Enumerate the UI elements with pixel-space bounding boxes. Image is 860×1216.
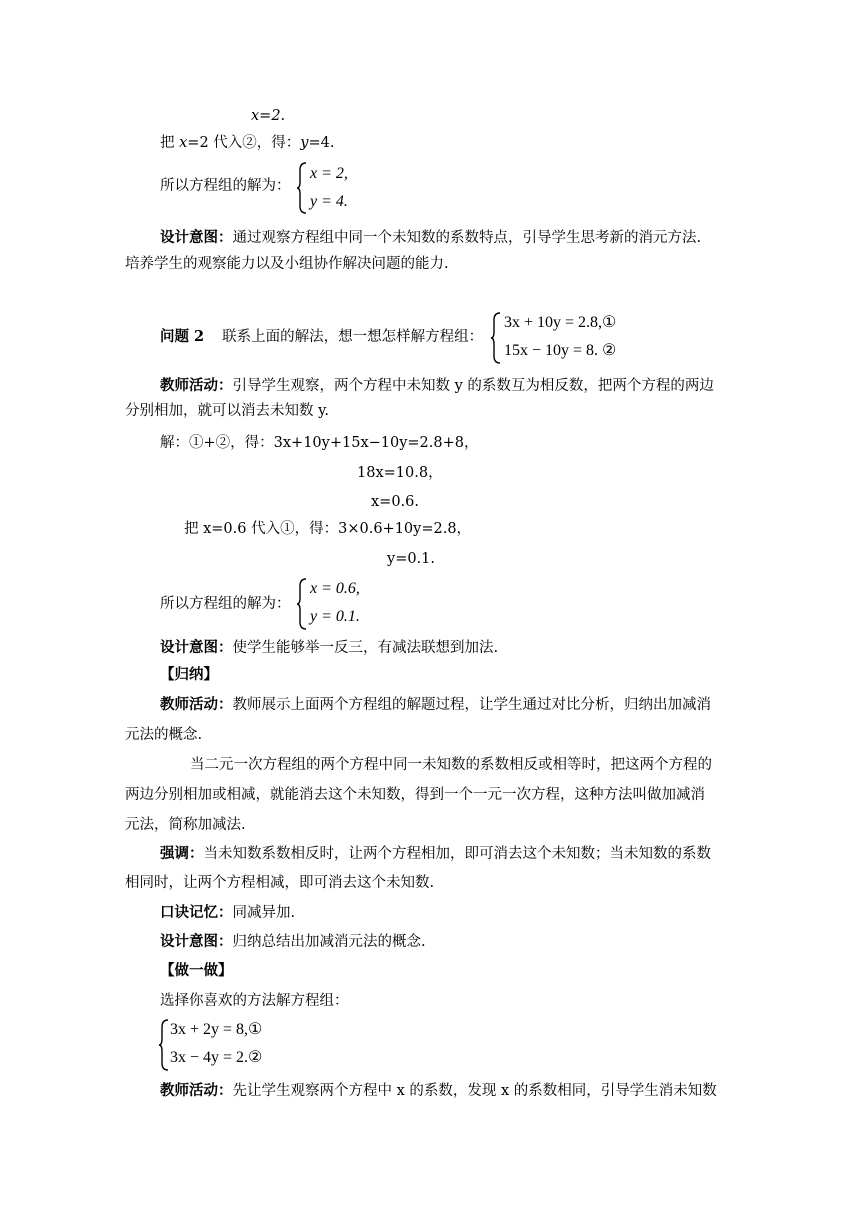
left-brace-icon (296, 160, 308, 216)
intent-1 (160, 228, 701, 248)
summary-heading: 【归纳】 (160, 666, 218, 683)
sub1-mid: =2 代入②，得： (187, 135, 301, 151)
solution-2-eq1: x = 0.6, (310, 580, 360, 597)
teacher-activity-1 (160, 376, 714, 396)
solution-2-system (296, 576, 386, 632)
solution-2-line-2: 18x=10.8， (357, 465, 443, 481)
solution-2-line-4: 把 x=0.6 代入①，得：3×0.6+10y=2.8， (184, 521, 472, 537)
emphasis-line-2: 相同时，让两个方程相减，即可消去这个未知数. (125, 875, 435, 891)
solution-1-eq2: y = 4. (310, 193, 348, 210)
question-2-text: 联系上面的解法，想一想怎样解方程组： (222, 329, 484, 345)
teacher-1-text: 引导学生观察，两个方程中未知数 y 的系数互为相反数，把两个方程的两边 (232, 378, 714, 394)
emphasis-label: 强调： (160, 845, 204, 862)
teacher-3-label: 教师活动： (160, 1082, 233, 1099)
intent-3-text: 归纳总结出加减消元法的概念. (232, 934, 426, 950)
teacher-activity-2-line-2: 元法的概念. (125, 727, 203, 743)
teacher-2-label: 教师活动： (160, 696, 233, 713)
solution-1-label: 所以方程组的解为： (160, 178, 291, 194)
solution-2-line-3: x=0.6. (371, 494, 419, 510)
solution-2-line-1: 解：①+②，得：3x+10y+15x−10y=2.8+8， (160, 435, 479, 451)
intent-1-label: 设计意图： (160, 229, 233, 246)
mnemonic-label: 口诀记忆： (160, 904, 233, 921)
question-2-label: 问题 2 (160, 328, 205, 345)
mnemonic-text: 同减异加. (232, 905, 296, 921)
intent-3-label: 设计意图： (160, 933, 233, 950)
solution-1-system (296, 160, 376, 216)
sub1-x: x (179, 135, 188, 151)
concept-line-2: 两边分别相加或相减，就能消去这个未知数，得到一个一元一次方程，这种方法叫做加减消 (125, 787, 705, 803)
teacher-activity-3 (160, 1081, 717, 1101)
question-2-eq1: 3x + 10y = 2.8,① (504, 314, 617, 331)
question-2-system (490, 310, 650, 366)
practice-text: 选择你喜欢的方法解方程组： (160, 993, 349, 1009)
sub1-y: y (300, 135, 309, 151)
line-x-equals-2: x=2. (251, 108, 286, 124)
left-brace-icon (296, 576, 308, 632)
teacher-activity-1-line-2: 分别相加，就可以消去未知数 y. (125, 403, 329, 419)
teacher-3-text: 先让学生观察两个方程中 x 的系数，发现 x 的系数相同，引导学生消未知数 (232, 1083, 717, 1099)
practice-eq1: 3x + 2y = 8,① (170, 1021, 263, 1038)
question-2 (160, 327, 483, 347)
teacher-1-label: 教师活动： (160, 377, 233, 394)
teacher-2-text: 教师展示上面两个方程组的解题过程，让学生通过对比分析，归纳出加减消 (232, 697, 711, 713)
emphasis-text: 当未知数系数相反时，让两个方程相加，即可消去这个未知数；当未知数的系数 (203, 846, 711, 862)
intent-2-text: 使学生能够举一反三，有减法联想到加法. (232, 640, 499, 656)
teacher-activity-2 (160, 695, 711, 715)
intent-3 (160, 932, 426, 952)
question-2-eq2: 15x − 10y = 8. ② (504, 342, 617, 359)
left-brace-icon (158, 1017, 170, 1073)
practice-heading: 【做一做】 (160, 962, 233, 979)
solution-1-eq1: x = 2, (310, 165, 348, 182)
sub1-pre: 把 (160, 135, 180, 151)
practice-system (158, 1017, 308, 1073)
practice-eq2: 3x − 4y = 2.② (170, 1049, 263, 1066)
emphasis (160, 844, 711, 864)
sub1-end: =4. (308, 135, 335, 151)
concept-line-1: 当二元一次方程组的两个方程中同一未知数的系数相反或相等时，把这两个方程的 (190, 757, 712, 773)
solution-2-eq2: y = 0.1. (310, 608, 360, 625)
solution-2-line-5: y=0.1. (387, 551, 436, 567)
concept-line-3: 元法，简称加减法. (125, 817, 246, 833)
substitution-line-1 (160, 133, 334, 153)
intent-2 (160, 638, 498, 658)
left-brace-icon (490, 310, 502, 366)
mnemonic (160, 903, 295, 923)
intent-1-text: 通过观察方程组中同一个未知数的系数特点，引导学生思考新的消元方法. (232, 230, 702, 246)
intent-2-label: 设计意图： (160, 639, 233, 656)
solution-2-label: 所以方程组的解为： (160, 596, 291, 612)
intent-1-line-2: 培养学生的观察能力以及小组协作解决问题的能力. (125, 256, 449, 272)
